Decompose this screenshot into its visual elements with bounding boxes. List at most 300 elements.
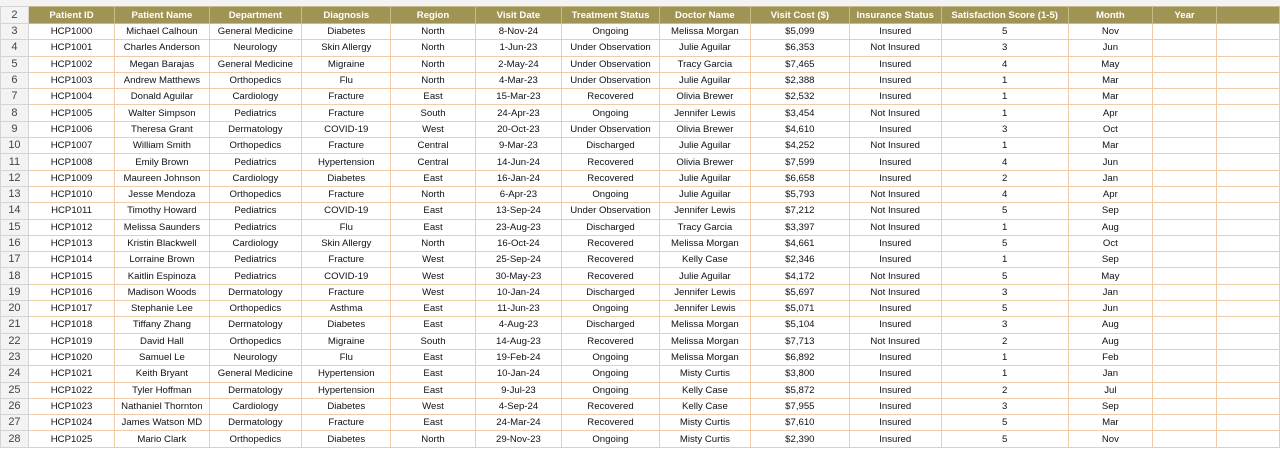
cell-empty[interactable]	[1217, 138, 1280, 154]
row-number[interactable]: 8	[1, 105, 29, 121]
cell-doctor-name[interactable]: Kelly Case	[659, 252, 750, 268]
cell-empty[interactable]	[1217, 301, 1280, 317]
cell-department[interactable]: Cardiology	[209, 89, 302, 105]
cell-month[interactable]: Jun	[1068, 301, 1152, 317]
cell-treatment-status[interactable]: Under Observation	[562, 121, 660, 137]
cell-doctor-name[interactable]: Melissa Morgan	[659, 24, 750, 40]
cell-department[interactable]: Pediatrics	[209, 203, 302, 219]
cell-patient-id[interactable]: HCP1009	[28, 170, 114, 186]
cell-treatment-status[interactable]: Under Observation	[562, 72, 660, 88]
cell-insurance-status[interactable]: Not Insured	[849, 105, 941, 121]
cell-visit-date[interactable]: 9-Jul-23	[475, 382, 562, 398]
row-number[interactable]: 3	[1, 24, 29, 40]
header-patient-name[interactable]: Patient Name	[115, 7, 209, 24]
cell-insurance-status[interactable]: Insured	[849, 415, 941, 431]
cell-patient-name[interactable]: Emily Brown	[115, 154, 209, 170]
header-insurance-status[interactable]: Insurance Status	[849, 7, 941, 24]
header-doctor-name[interactable]: Doctor Name	[659, 7, 750, 24]
cell-diagnosis[interactable]: Fracture	[302, 415, 391, 431]
cell-year[interactable]	[1153, 154, 1217, 170]
row-number[interactable]: 13	[1, 186, 29, 202]
cell-year[interactable]	[1153, 40, 1217, 56]
row-number[interactable]: 11	[1, 154, 29, 170]
cell-visit-cost[interactable]: $4,661	[751, 235, 850, 251]
cell-visit-date[interactable]: 16-Oct-24	[475, 235, 562, 251]
cell-satisfaction-score[interactable]: 3	[941, 40, 1068, 56]
cell-treatment-status[interactable]: Under Observation	[562, 56, 660, 72]
cell-patient-name[interactable]: Donald Aguilar	[115, 89, 209, 105]
cell-patient-name[interactable]: Timothy Howard	[115, 203, 209, 219]
cell-satisfaction-score[interactable]: 5	[941, 415, 1068, 431]
cell-visit-date[interactable]: 16-Jan-24	[475, 170, 562, 186]
cell-satisfaction-score[interactable]: 1	[941, 105, 1068, 121]
cell-year[interactable]	[1153, 382, 1217, 398]
cell-month[interactable]: Jul	[1068, 382, 1152, 398]
cell-doctor-name[interactable]: Melissa Morgan	[659, 317, 750, 333]
cell-visit-date[interactable]: 24-Mar-24	[475, 415, 562, 431]
cell-satisfaction-score[interactable]: 3	[941, 121, 1068, 137]
cell-visit-date[interactable]: 2-May-24	[475, 56, 562, 72]
cell-department[interactable]: Orthopedics	[209, 333, 302, 349]
cell-region[interactable]: North	[391, 56, 475, 72]
cell-patient-id[interactable]: HCP1012	[28, 219, 114, 235]
cell-treatment-status[interactable]: Recovered	[562, 415, 660, 431]
cell-region[interactable]: East	[391, 317, 475, 333]
cell-patient-id[interactable]: HCP1002	[28, 56, 114, 72]
cell-treatment-status[interactable]: Recovered	[562, 89, 660, 105]
header-department[interactable]: Department	[209, 7, 302, 24]
cell-satisfaction-score[interactable]: 1	[941, 138, 1068, 154]
cell-region[interactable]: West	[391, 398, 475, 414]
row-number[interactable]: 21	[1, 317, 29, 333]
cell-month[interactable]: Jun	[1068, 154, 1152, 170]
cell-patient-name[interactable]: Madison Woods	[115, 284, 209, 300]
cell-patient-name[interactable]: William Smith	[115, 138, 209, 154]
row-number[interactable]: 14	[1, 203, 29, 219]
cell-empty[interactable]	[1217, 366, 1280, 382]
cell-month[interactable]: Apr	[1068, 186, 1152, 202]
cell-diagnosis[interactable]: Skin Allergy	[302, 40, 391, 56]
cell-visit-cost[interactable]: $5,099	[751, 24, 850, 40]
cell-department[interactable]: Pediatrics	[209, 105, 302, 121]
cell-patient-name[interactable]: Kaitlin Espinoza	[115, 268, 209, 284]
cell-insurance-status[interactable]: Insured	[849, 317, 941, 333]
cell-department[interactable]: Cardiology	[209, 398, 302, 414]
cell-region[interactable]: East	[391, 366, 475, 382]
cell-diagnosis[interactable]: Flu	[302, 349, 391, 365]
cell-year[interactable]	[1153, 24, 1217, 40]
cell-region[interactable]: North	[391, 40, 475, 56]
cell-treatment-status[interactable]: Recovered	[562, 154, 660, 170]
cell-department[interactable]: Pediatrics	[209, 252, 302, 268]
cell-visit-cost[interactable]: $6,658	[751, 170, 850, 186]
cell-diagnosis[interactable]: Diabetes	[302, 398, 391, 414]
cell-visit-cost[interactable]: $3,397	[751, 219, 850, 235]
cell-department[interactable]: General Medicine	[209, 24, 302, 40]
cell-visit-date[interactable]: 10-Jan-24	[475, 366, 562, 382]
cell-satisfaction-score[interactable]: 4	[941, 186, 1068, 202]
cell-satisfaction-score[interactable]: 1	[941, 89, 1068, 105]
cell-year[interactable]	[1153, 203, 1217, 219]
cell-empty[interactable]	[1217, 317, 1280, 333]
header-region[interactable]: Region	[391, 7, 475, 24]
cell-insurance-status[interactable]: Insured	[849, 382, 941, 398]
cell-empty[interactable]	[1217, 40, 1280, 56]
cell-treatment-status[interactable]: Discharged	[562, 138, 660, 154]
cell-department[interactable]: Pediatrics	[209, 154, 302, 170]
cell-insurance-status[interactable]: Not Insured	[849, 284, 941, 300]
cell-insurance-status[interactable]: Insured	[849, 252, 941, 268]
row-number[interactable]: 28	[1, 431, 29, 447]
cell-patient-name[interactable]: Kristin Blackwell	[115, 235, 209, 251]
header-empty-cell[interactable]	[1217, 7, 1280, 24]
cell-diagnosis[interactable]: COVID-19	[302, 121, 391, 137]
cell-visit-cost[interactable]: $2,532	[751, 89, 850, 105]
cell-empty[interactable]	[1217, 284, 1280, 300]
cell-doctor-name[interactable]: Julie Aguilar	[659, 170, 750, 186]
cell-department[interactable]: General Medicine	[209, 366, 302, 382]
cell-empty[interactable]	[1217, 203, 1280, 219]
cell-diagnosis[interactable]: Hypertension	[302, 366, 391, 382]
cell-satisfaction-score[interactable]: 4	[941, 56, 1068, 72]
cell-visit-date[interactable]: 13-Sep-24	[475, 203, 562, 219]
cell-patient-id[interactable]: HCP1003	[28, 72, 114, 88]
cell-department[interactable]: Pediatrics	[209, 268, 302, 284]
cell-visit-cost[interactable]: $5,872	[751, 382, 850, 398]
cell-visit-date[interactable]: 24-Apr-23	[475, 105, 562, 121]
cell-month[interactable]: Aug	[1068, 219, 1152, 235]
cell-visit-cost[interactable]: $7,465	[751, 56, 850, 72]
cell-patient-name[interactable]: Keith Bryant	[115, 366, 209, 382]
cell-month[interactable]: Mar	[1068, 89, 1152, 105]
cell-month[interactable]: May	[1068, 268, 1152, 284]
cell-patient-name[interactable]: Tyler Hoffman	[115, 382, 209, 398]
cell-year[interactable]	[1153, 219, 1217, 235]
cell-empty[interactable]	[1217, 72, 1280, 88]
cell-department[interactable]: Pediatrics	[209, 219, 302, 235]
cell-treatment-status[interactable]: Ongoing	[562, 431, 660, 447]
cell-doctor-name[interactable]: Julie Aguilar	[659, 72, 750, 88]
cell-month[interactable]: Jan	[1068, 170, 1152, 186]
cell-patient-name[interactable]: Jesse Mendoza	[115, 186, 209, 202]
cell-treatment-status[interactable]: Ongoing	[562, 24, 660, 40]
cell-treatment-status[interactable]: Discharged	[562, 284, 660, 300]
cell-patient-id[interactable]: HCP1011	[28, 203, 114, 219]
cell-year[interactable]	[1153, 72, 1217, 88]
cell-patient-id[interactable]: HCP1014	[28, 252, 114, 268]
cell-empty[interactable]	[1217, 89, 1280, 105]
cell-treatment-status[interactable]: Discharged	[562, 317, 660, 333]
cell-region[interactable]: West	[391, 268, 475, 284]
cell-visit-cost[interactable]: $4,610	[751, 121, 850, 137]
cell-visit-cost[interactable]: $2,388	[751, 72, 850, 88]
row-number[interactable]: 10	[1, 138, 29, 154]
cell-patient-name[interactable]: Melissa Saunders	[115, 219, 209, 235]
cell-doctor-name[interactable]: Misty Curtis	[659, 366, 750, 382]
cell-department[interactable]: Dermatology	[209, 382, 302, 398]
cell-patient-name[interactable]: Lorraine Brown	[115, 252, 209, 268]
cell-month[interactable]: Nov	[1068, 24, 1152, 40]
cell-insurance-status[interactable]: Insured	[849, 121, 941, 137]
cell-diagnosis[interactable]: Fracture	[302, 89, 391, 105]
cell-satisfaction-score[interactable]: 1	[941, 366, 1068, 382]
cell-empty[interactable]	[1217, 24, 1280, 40]
cell-month[interactable]: Jan	[1068, 366, 1152, 382]
cell-patient-id[interactable]: HCP1024	[28, 415, 114, 431]
cell-satisfaction-score[interactable]: 4	[941, 154, 1068, 170]
cell-empty[interactable]	[1217, 349, 1280, 365]
cell-patient-name[interactable]: Megan Barajas	[115, 56, 209, 72]
cell-treatment-status[interactable]: Ongoing	[562, 186, 660, 202]
cell-treatment-status[interactable]: Recovered	[562, 268, 660, 284]
cell-visit-cost[interactable]: $3,800	[751, 366, 850, 382]
cell-month[interactable]: Nov	[1068, 431, 1152, 447]
cell-satisfaction-score[interactable]: 5	[941, 301, 1068, 317]
cell-month[interactable]: Sep	[1068, 252, 1152, 268]
cell-treatment-status[interactable]: Recovered	[562, 235, 660, 251]
cell-patient-name[interactable]: Walter Simpson	[115, 105, 209, 121]
cell-doctor-name[interactable]: Julie Aguilar	[659, 268, 750, 284]
cell-doctor-name[interactable]: Olivia Brewer	[659, 121, 750, 137]
cell-satisfaction-score[interactable]: 5	[941, 431, 1068, 447]
cell-year[interactable]	[1153, 105, 1217, 121]
cell-region[interactable]: East	[391, 349, 475, 365]
cell-department[interactable]: Cardiology	[209, 235, 302, 251]
cell-diagnosis[interactable]: Diabetes	[302, 170, 391, 186]
cell-year[interactable]	[1153, 170, 1217, 186]
cell-patient-id[interactable]: HCP1006	[28, 121, 114, 137]
cell-department[interactable]: Neurology	[209, 349, 302, 365]
cell-empty[interactable]	[1217, 431, 1280, 447]
cell-month[interactable]: Apr	[1068, 105, 1152, 121]
cell-patient-name[interactable]: Samuel Le	[115, 349, 209, 365]
cell-satisfaction-score[interactable]: 3	[941, 284, 1068, 300]
cell-department[interactable]: Orthopedics	[209, 431, 302, 447]
cell-doctor-name[interactable]: Melissa Morgan	[659, 349, 750, 365]
cell-month[interactable]: Jan	[1068, 284, 1152, 300]
cell-satisfaction-score[interactable]: 1	[941, 252, 1068, 268]
cell-visit-cost[interactable]: $3,454	[751, 105, 850, 121]
cell-satisfaction-score[interactable]: 2	[941, 333, 1068, 349]
cell-treatment-status[interactable]: Ongoing	[562, 105, 660, 121]
cell-insurance-status[interactable]: Insured	[849, 235, 941, 251]
cell-diagnosis[interactable]: Fracture	[302, 186, 391, 202]
cell-region[interactable]: North	[391, 235, 475, 251]
row-number[interactable]: 7	[1, 89, 29, 105]
cell-visit-date[interactable]: 8-Nov-24	[475, 24, 562, 40]
cell-empty[interactable]	[1217, 268, 1280, 284]
row-number[interactable]: 15	[1, 219, 29, 235]
row-number[interactable]: 9	[1, 121, 29, 137]
row-number[interactable]: 17	[1, 252, 29, 268]
cell-patient-id[interactable]: HCP1016	[28, 284, 114, 300]
cell-region[interactable]: South	[391, 333, 475, 349]
row-number[interactable]: 12	[1, 170, 29, 186]
cell-patient-name[interactable]: Tiffany Zhang	[115, 317, 209, 333]
cell-visit-date[interactable]: 19-Feb-24	[475, 349, 562, 365]
cell-patient-name[interactable]: Andrew Matthews	[115, 72, 209, 88]
cell-visit-cost[interactable]: $7,212	[751, 203, 850, 219]
cell-visit-cost[interactable]: $5,697	[751, 284, 850, 300]
cell-department[interactable]: Orthopedics	[209, 186, 302, 202]
cell-satisfaction-score[interactable]: 2	[941, 170, 1068, 186]
cell-month[interactable]: Mar	[1068, 415, 1152, 431]
cell-visit-cost[interactable]: $6,353	[751, 40, 850, 56]
cell-patient-id[interactable]: HCP1017	[28, 301, 114, 317]
cell-region[interactable]: West	[391, 252, 475, 268]
cell-patient-id[interactable]: HCP1005	[28, 105, 114, 121]
cell-empty[interactable]	[1217, 121, 1280, 137]
cell-region[interactable]: South	[391, 105, 475, 121]
cell-patient-id[interactable]: HCP1008	[28, 154, 114, 170]
cell-year[interactable]	[1153, 301, 1217, 317]
cell-doctor-name[interactable]: Olivia Brewer	[659, 154, 750, 170]
row-number[interactable]: 23	[1, 349, 29, 365]
row-number[interactable]: 18	[1, 268, 29, 284]
cell-year[interactable]	[1153, 349, 1217, 365]
cell-insurance-status[interactable]: Not Insured	[849, 203, 941, 219]
cell-visit-cost[interactable]: $7,713	[751, 333, 850, 349]
cell-visit-cost[interactable]: $7,610	[751, 415, 850, 431]
cell-doctor-name[interactable]: Julie Aguilar	[659, 40, 750, 56]
header-patient-id[interactable]: Patient ID	[28, 7, 114, 24]
cell-visit-date[interactable]: 9-Mar-23	[475, 138, 562, 154]
cell-month[interactable]: Mar	[1068, 138, 1152, 154]
cell-month[interactable]: Aug	[1068, 317, 1152, 333]
cell-empty[interactable]	[1217, 415, 1280, 431]
cell-patient-id[interactable]: HCP1020	[28, 349, 114, 365]
cell-doctor-name[interactable]: Melissa Morgan	[659, 333, 750, 349]
cell-patient-id[interactable]: HCP1004	[28, 89, 114, 105]
cell-visit-date[interactable]: 6-Apr-23	[475, 186, 562, 202]
cell-visit-date[interactable]: 14-Jun-24	[475, 154, 562, 170]
cell-insurance-status[interactable]: Not Insured	[849, 138, 941, 154]
cell-doctor-name[interactable]: Kelly Case	[659, 382, 750, 398]
row-number[interactable]: 2	[1, 7, 29, 24]
cell-region[interactable]: East	[391, 170, 475, 186]
cell-empty[interactable]	[1217, 219, 1280, 235]
cell-satisfaction-score[interactable]: 1	[941, 72, 1068, 88]
cell-insurance-status[interactable]: Insured	[849, 301, 941, 317]
row-number[interactable]: 27	[1, 415, 29, 431]
row-number[interactable]: 25	[1, 382, 29, 398]
row-number[interactable]: 26	[1, 398, 29, 414]
cell-visit-date[interactable]: 23-Aug-23	[475, 219, 562, 235]
cell-patient-name[interactable]: Charles Anderson	[115, 40, 209, 56]
cell-empty[interactable]	[1217, 170, 1280, 186]
cell-department[interactable]: Cardiology	[209, 170, 302, 186]
cell-empty[interactable]	[1217, 333, 1280, 349]
cell-visit-date[interactable]: 15-Mar-23	[475, 89, 562, 105]
cell-doctor-name[interactable]: Melissa Morgan	[659, 235, 750, 251]
cell-department[interactable]: Dermatology	[209, 121, 302, 137]
cell-empty[interactable]	[1217, 398, 1280, 414]
cell-month[interactable]: Sep	[1068, 203, 1152, 219]
cell-region[interactable]: West	[391, 284, 475, 300]
cell-insurance-status[interactable]: Not Insured	[849, 40, 941, 56]
cell-year[interactable]	[1153, 268, 1217, 284]
cell-insurance-status[interactable]: Insured	[849, 72, 941, 88]
cell-visit-date[interactable]: 29-Nov-23	[475, 431, 562, 447]
cell-diagnosis[interactable]: Fracture	[302, 138, 391, 154]
cell-month[interactable]: Aug	[1068, 333, 1152, 349]
cell-insurance-status[interactable]: Insured	[849, 24, 941, 40]
cell-insurance-status[interactable]: Insured	[849, 154, 941, 170]
cell-region[interactable]: West	[391, 121, 475, 137]
header-month[interactable]: Month	[1068, 7, 1152, 24]
cell-visit-date[interactable]: 20-Oct-23	[475, 121, 562, 137]
cell-month[interactable]: Feb	[1068, 349, 1152, 365]
cell-patient-id[interactable]: HCP1010	[28, 186, 114, 202]
cell-insurance-status[interactable]: Not Insured	[849, 333, 941, 349]
cell-visit-date[interactable]: 30-May-23	[475, 268, 562, 284]
cell-treatment-status[interactable]: Ongoing	[562, 349, 660, 365]
cell-doctor-name[interactable]: Jennifer Lewis	[659, 203, 750, 219]
cell-diagnosis[interactable]: COVID-19	[302, 268, 391, 284]
cell-visit-cost[interactable]: $2,390	[751, 431, 850, 447]
row-number[interactable]: 24	[1, 366, 29, 382]
cell-patient-id[interactable]: HCP1023	[28, 398, 114, 414]
cell-diagnosis[interactable]: Diabetes	[302, 431, 391, 447]
cell-doctor-name[interactable]: Tracy Garcia	[659, 56, 750, 72]
cell-department[interactable]: Dermatology	[209, 284, 302, 300]
cell-department[interactable]: Orthopedics	[209, 72, 302, 88]
cell-insurance-status[interactable]: Insured	[849, 366, 941, 382]
cell-visit-cost[interactable]: $4,172	[751, 268, 850, 284]
header-diagnosis[interactable]: Diagnosis	[302, 7, 391, 24]
cell-treatment-status[interactable]: Discharged	[562, 219, 660, 235]
cell-doctor-name[interactable]: Jennifer Lewis	[659, 301, 750, 317]
cell-patient-id[interactable]: HCP1018	[28, 317, 114, 333]
cell-satisfaction-score[interactable]: 5	[941, 235, 1068, 251]
cell-doctor-name[interactable]: Jennifer Lewis	[659, 284, 750, 300]
cell-patient-name[interactable]: Theresa Grant	[115, 121, 209, 137]
header-satisfaction-score[interactable]: Satisfaction Score (1-5)	[941, 7, 1068, 24]
header-visit-cost[interactable]: Visit Cost ($)	[751, 7, 850, 24]
cell-visit-date[interactable]: 4-Mar-23	[475, 72, 562, 88]
cell-region[interactable]: North	[391, 24, 475, 40]
cell-visit-date[interactable]: 25-Sep-24	[475, 252, 562, 268]
cell-year[interactable]	[1153, 284, 1217, 300]
cell-treatment-status[interactable]: Ongoing	[562, 366, 660, 382]
cell-satisfaction-score[interactable]: 5	[941, 24, 1068, 40]
cell-visit-cost[interactable]: $2,346	[751, 252, 850, 268]
cell-department[interactable]: Orthopedics	[209, 138, 302, 154]
cell-empty[interactable]	[1217, 154, 1280, 170]
cell-region[interactable]: North	[391, 72, 475, 88]
cell-visit-date[interactable]: 11-Jun-23	[475, 301, 562, 317]
cell-diagnosis[interactable]: Diabetes	[302, 317, 391, 333]
cell-diagnosis[interactable]: Asthma	[302, 301, 391, 317]
cell-satisfaction-score[interactable]: 2	[941, 382, 1068, 398]
cell-diagnosis[interactable]: Hypertension	[302, 154, 391, 170]
cell-visit-date[interactable]: 4-Sep-24	[475, 398, 562, 414]
cell-satisfaction-score[interactable]: 1	[941, 349, 1068, 365]
cell-satisfaction-score[interactable]: 5	[941, 203, 1068, 219]
cell-treatment-status[interactable]: Recovered	[562, 333, 660, 349]
row-number[interactable]: 6	[1, 72, 29, 88]
cell-insurance-status[interactable]: Not Insured	[849, 219, 941, 235]
cell-year[interactable]	[1153, 235, 1217, 251]
row-number[interactable]: 22	[1, 333, 29, 349]
cell-treatment-status[interactable]: Under Observation	[562, 203, 660, 219]
cell-visit-cost[interactable]: $4,252	[751, 138, 850, 154]
cell-empty[interactable]	[1217, 105, 1280, 121]
cell-year[interactable]	[1153, 415, 1217, 431]
cell-patient-name[interactable]: Stephanie Lee	[115, 301, 209, 317]
cell-year[interactable]	[1153, 398, 1217, 414]
cell-patient-id[interactable]: HCP1021	[28, 366, 114, 382]
